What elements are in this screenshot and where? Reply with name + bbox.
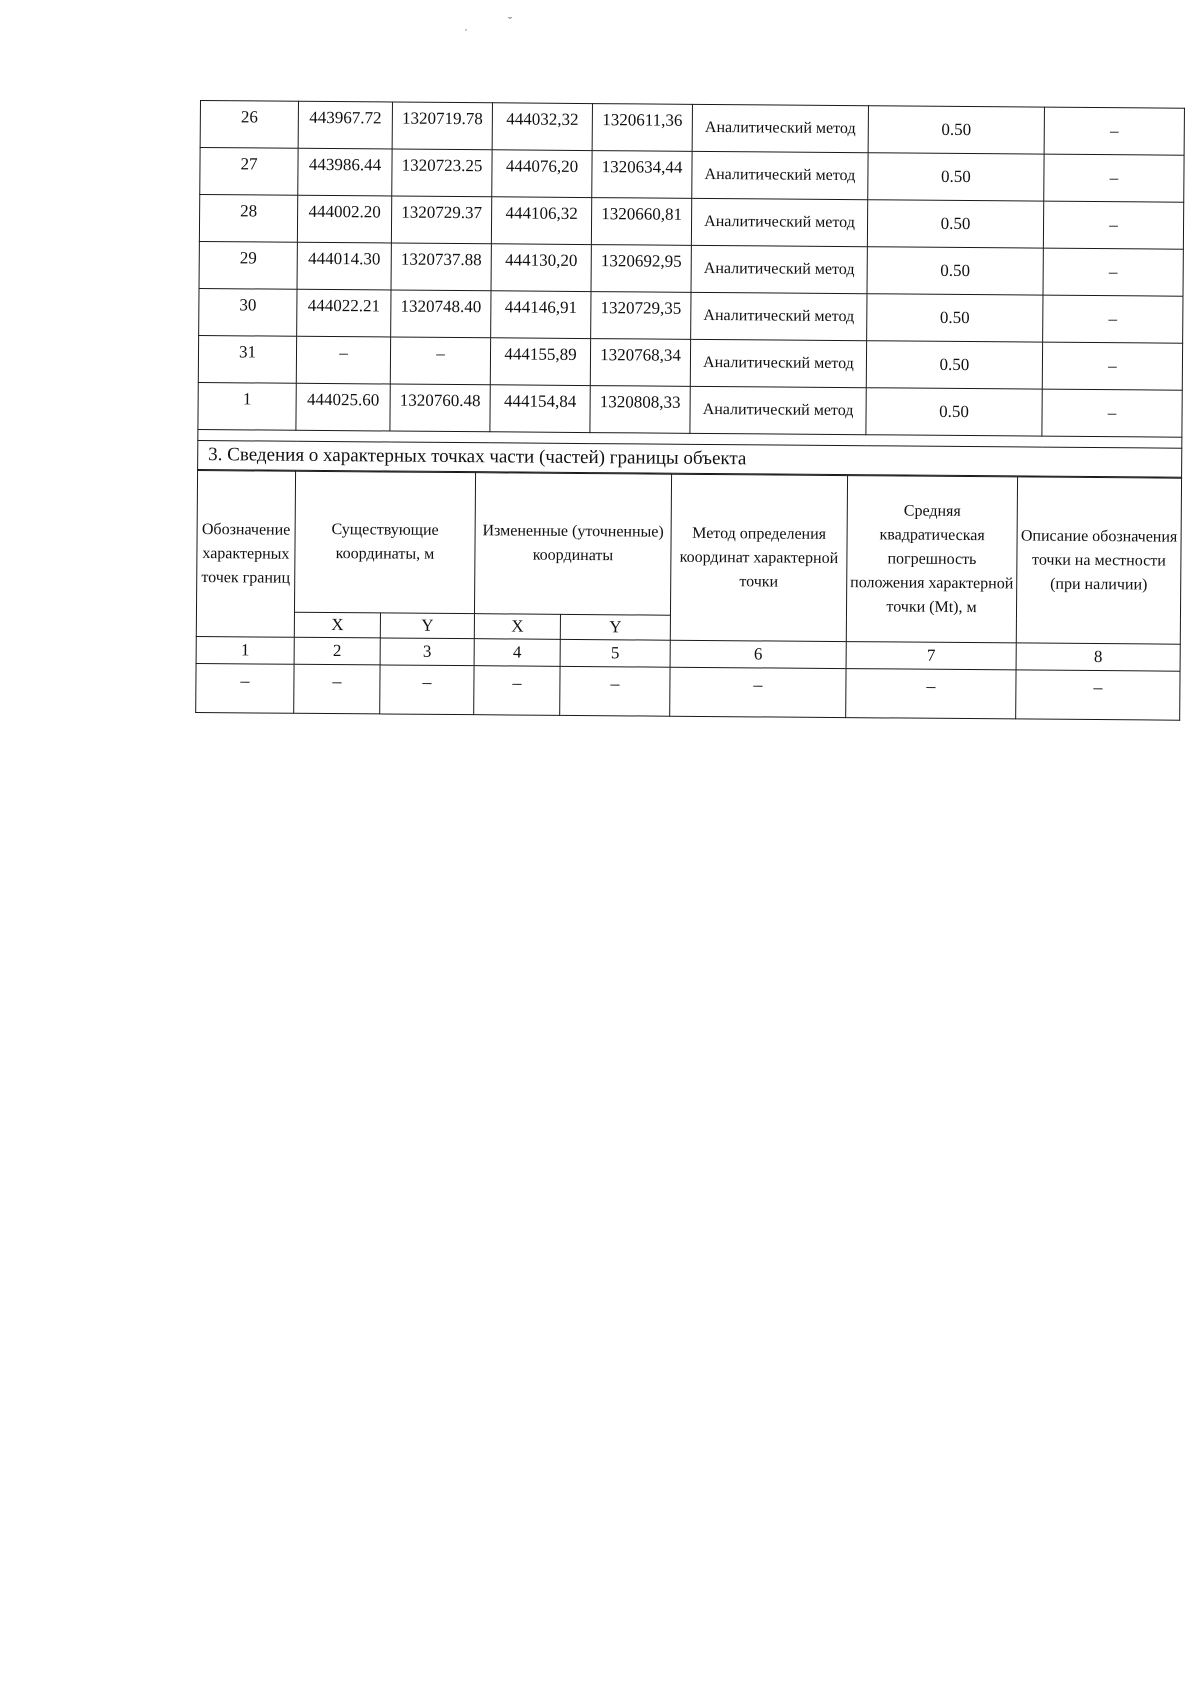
cell-point: 28 [199, 195, 297, 243]
cell-method: Аналитический метод [691, 292, 867, 340]
cell-x-changed: 444106,32 [491, 197, 591, 245]
cell-x-changed: – [474, 666, 560, 716]
column-index: 5 [560, 639, 670, 667]
cell-method: – [670, 667, 846, 717]
table-row [200, 101, 1184, 156]
cell-y-changed: 1320729,35 [591, 292, 691, 340]
cell-point: 27 [200, 148, 298, 196]
cell-point: – [196, 663, 294, 713]
section-title: 3. Сведения о характерных точках части (частей) границы объекта [198, 440, 1182, 477]
cell-y-changed: 1320611,36 [592, 104, 692, 152]
subheader-x-existing: X [294, 612, 380, 638]
cell-point: 31 [198, 335, 296, 383]
cell-point: 29 [199, 241, 297, 289]
cell-desc: – [1042, 342, 1182, 390]
cell-desc: – [1043, 295, 1183, 343]
cell-x-existing: – [294, 664, 380, 714]
cell-y-existing: 1320760.48 [390, 384, 490, 432]
cell-desc: – [1043, 248, 1183, 296]
column-index: 3 [380, 638, 474, 666]
cell-point: 30 [199, 288, 297, 336]
cell-x-existing: 444002.20 [297, 195, 391, 243]
table-row [198, 335, 1182, 390]
table-row [200, 148, 1184, 203]
subheader-y-existing: Y [380, 613, 474, 639]
cell-x-changed: 444155,89 [490, 338, 590, 386]
header-changed: Измененные (уточненные) координаты [474, 473, 671, 616]
column-index: 8 [1016, 643, 1180, 671]
cell-desc: – [1044, 154, 1184, 202]
column-index: 4 [474, 639, 560, 667]
table-row [198, 382, 1182, 437]
cell-mt: 0.50 [868, 153, 1044, 201]
subheader-x-changed: X [474, 614, 560, 640]
cell-y-existing: 1320748.40 [391, 290, 491, 338]
cell-desc: – [1042, 389, 1182, 437]
column-index: 1 [196, 636, 294, 664]
cell-method: Аналитический метод [691, 198, 867, 246]
cell-x-existing: 443967.72 [298, 101, 392, 149]
cell-x-existing: 444025.60 [296, 383, 390, 431]
cell-method: Аналитический метод [692, 104, 868, 152]
header-desc: Описание обозначения точки на местности (при наличии) [1016, 477, 1181, 644]
cell-x-existing: 443986.44 [298, 148, 392, 196]
cell-point: 1 [198, 382, 296, 430]
header-method: Метод определения координат характерной точки [670, 474, 847, 641]
cell-mt: 0.50 [867, 200, 1043, 248]
cell-y-existing: – [380, 665, 474, 715]
cell-method: Аналитический метод [691, 245, 867, 293]
header-existing: Существующие координаты, м [294, 471, 475, 613]
cell-x-existing: 444022.21 [297, 289, 391, 337]
column-index: 2 [294, 637, 380, 665]
header-row [196, 470, 1181, 619]
cell-y-changed: – [560, 666, 670, 716]
cell-x-existing: – [296, 336, 390, 384]
cell-x-changed: 444146,91 [491, 291, 591, 339]
document-sheet [195, 100, 1184, 721]
cell-mt: 0.50 [867, 294, 1043, 342]
cell-desc: – [1016, 670, 1180, 720]
cell-x-changed: 444076,20 [492, 150, 592, 198]
cell-y-existing: – [390, 337, 490, 385]
cell-x-changed: 444130,20 [491, 244, 591, 292]
cell-y-changed: 1320634,44 [592, 151, 692, 199]
cell-mt: – [846, 669, 1016, 719]
cell-mt: 0.50 [868, 106, 1044, 154]
table-row [199, 288, 1183, 343]
cell-y-changed: 1320660,81 [591, 198, 691, 246]
subheader-y-changed: Y [560, 614, 670, 640]
part-boundary-table [195, 470, 1182, 721]
cell-y-changed: 1320808,33 [590, 386, 690, 434]
cell-mt: 0.50 [866, 388, 1042, 436]
column-index: 7 [846, 642, 1016, 670]
cell-desc: – [1044, 107, 1184, 155]
column-index: 6 [670, 640, 846, 668]
cell-mt: 0.50 [866, 341, 1042, 389]
cell-x-changed: 444154,84 [490, 385, 590, 433]
cell-y-changed: 1320692,95 [591, 245, 691, 293]
cell-method: Аналитический метод [690, 339, 866, 387]
cell-method: Аналитический метод [692, 151, 868, 199]
table-row [199, 241, 1183, 296]
scan-speck: ˙ [464, 26, 468, 40]
cell-x-changed: 444032,32 [492, 103, 592, 151]
cell-y-existing: 1320729.37 [391, 196, 491, 244]
cell-x-existing: 444014.30 [297, 242, 391, 290]
scan-speck: ˘ [508, 14, 512, 28]
header-point: Обозначение характерных точек границ [196, 470, 295, 637]
cell-y-existing: 1320723.25 [392, 149, 492, 197]
table-row [199, 195, 1183, 250]
header-mt: Средняя квадратическая погрешность положения характерной точки (Mt), м [846, 476, 1017, 643]
cell-desc: – [1043, 201, 1183, 249]
cell-method: Аналитический метод [690, 386, 866, 434]
cell-point: 26 [200, 101, 298, 149]
cell-y-existing: 1320737.88 [391, 243, 491, 291]
cell-mt: 0.50 [867, 247, 1043, 295]
coordinates-table [197, 100, 1185, 478]
table-row [196, 663, 1180, 720]
cell-y-changed: 1320768,34 [590, 339, 690, 387]
cell-y-existing: 1320719.78 [392, 102, 492, 150]
